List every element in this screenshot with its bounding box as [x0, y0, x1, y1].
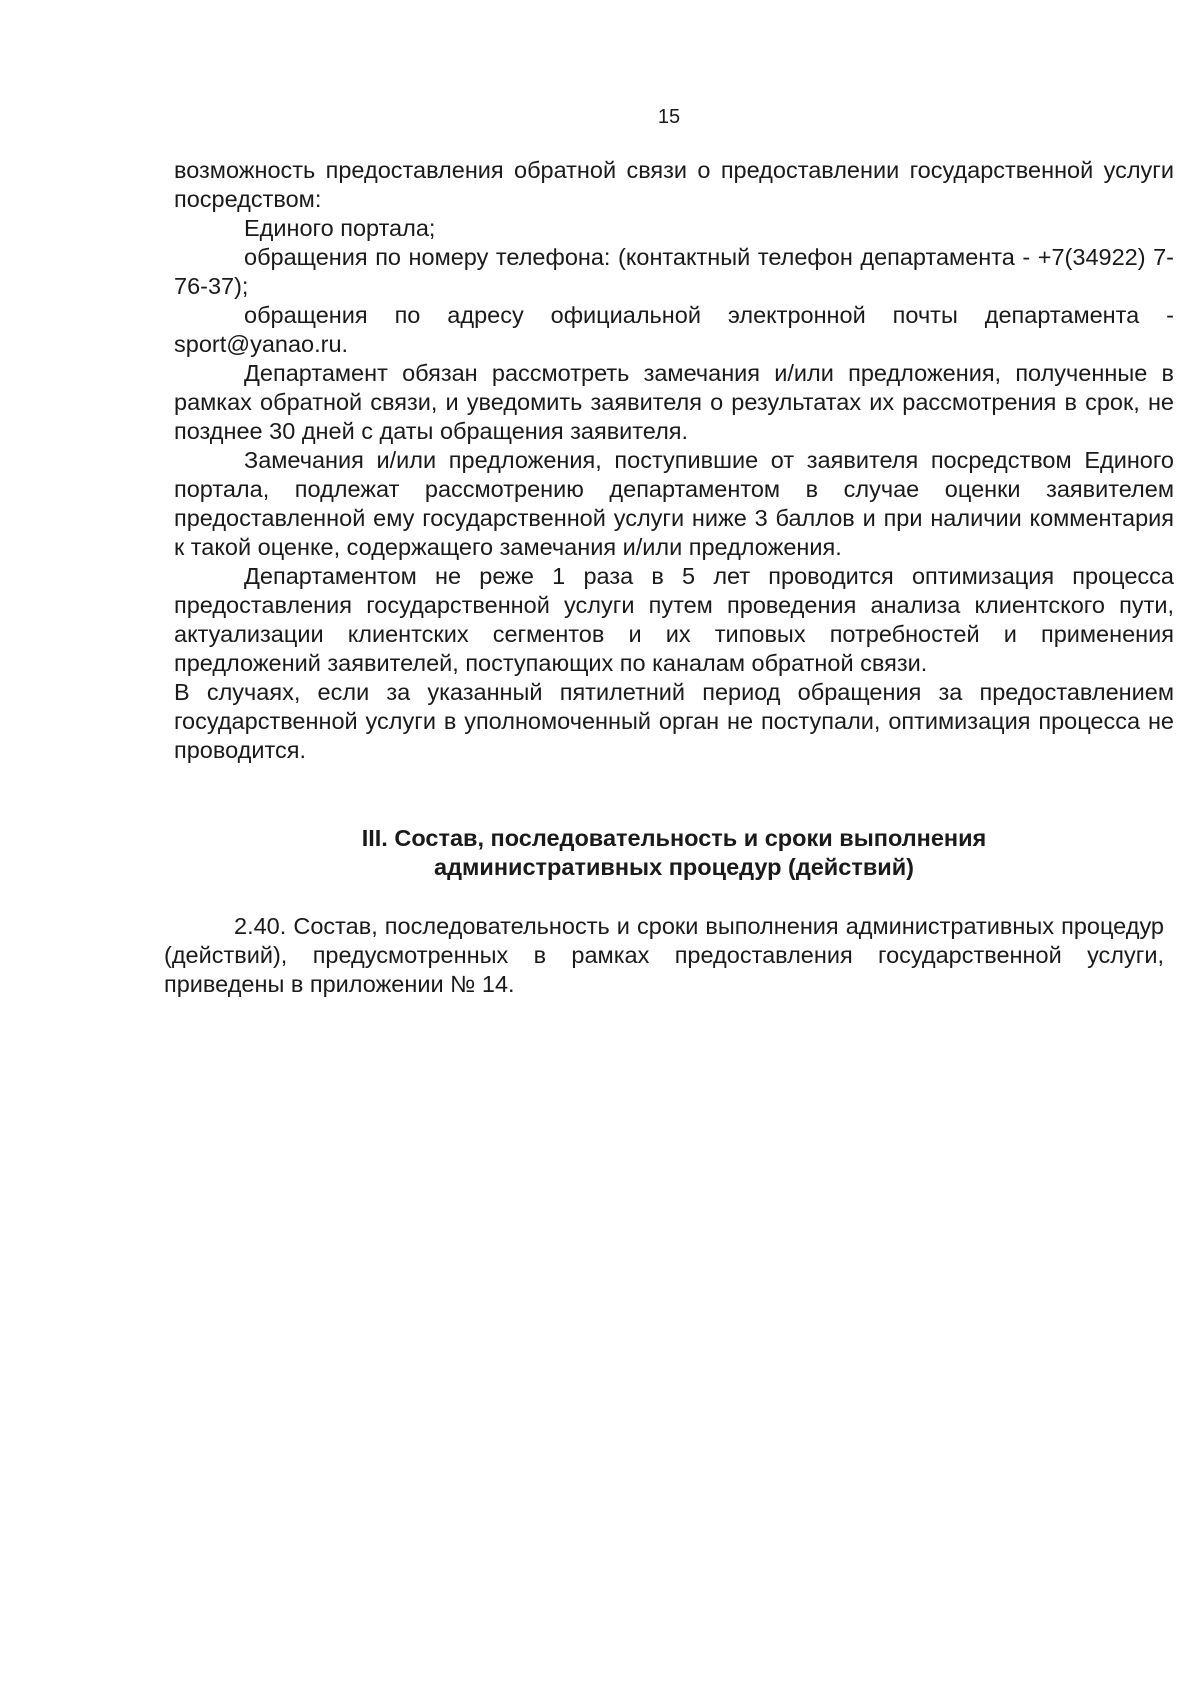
body-text: [174, 156, 1174, 765]
section-heading-line2: административных процедур (действий): [434, 854, 914, 880]
paragraph-feedback-intro: возможность предоставления обратной связи о предоставлении государственной услуги посредством:: [174, 157, 1174, 212]
paragraph-portal: Единого портала;: [244, 215, 436, 241]
section-heading: [174, 824, 1174, 882]
paragraph-no-optimization: В случаях, если за указанный пятилетний период обращения за предоставлением государственной услуги в уполномоченный орган не поступали, оптимизация процесса не проводится.: [174, 679, 1174, 763]
paragraph-department-obligation: Департамент обязан рассмотреть замечания и/или предложения, полученные в рамках обратной связи, и уведомить заявителя о результатах их рассмотрения в срок, не позднее 30 дней с даты обращения заявителя.: [174, 360, 1174, 444]
item-2-40: [164, 912, 1164, 999]
paragraph-portal-remarks: Замечания и/или предложения, поступившие от заявителя посредством Единого портала, подлежат рассмотрению департаментом в случае оценки заявителем предоставленной ему государственной услуги ниже 3 баллов и при наличии комментария к такой оценке, содержащего замечания и/или предложения.: [174, 447, 1174, 560]
paragraph-email: обращения по адресу официальной электронной почты департамента - sport@yanao.ru.: [174, 302, 1174, 357]
paragraph-optimization: Департаментом не реже 1 раза в 5 лет проводится оптимизация процесса предоставления государственной услуги путем проведения анализа клиентского пути, актуализации клиентских сегментов и их типовых потребностей и применения предложений заявителей, поступающих по каналам обратной связи.: [174, 563, 1174, 676]
page-number: 15: [657, 106, 681, 128]
item-2-40-text: 2.40. Состав, последовательность и сроки выполнения административных процедур (действий), предусмотренных в рамках предоставления государственной услуги, приведены в приложении № 14.: [164, 913, 1164, 997]
paragraph-phone: обращения по номеру телефона: (контактный телефон департамента - +7(34922) 7-76-37);: [174, 244, 1174, 299]
section-heading-line1: III. Состав, последовательность и сроки выполнения: [361, 825, 987, 851]
